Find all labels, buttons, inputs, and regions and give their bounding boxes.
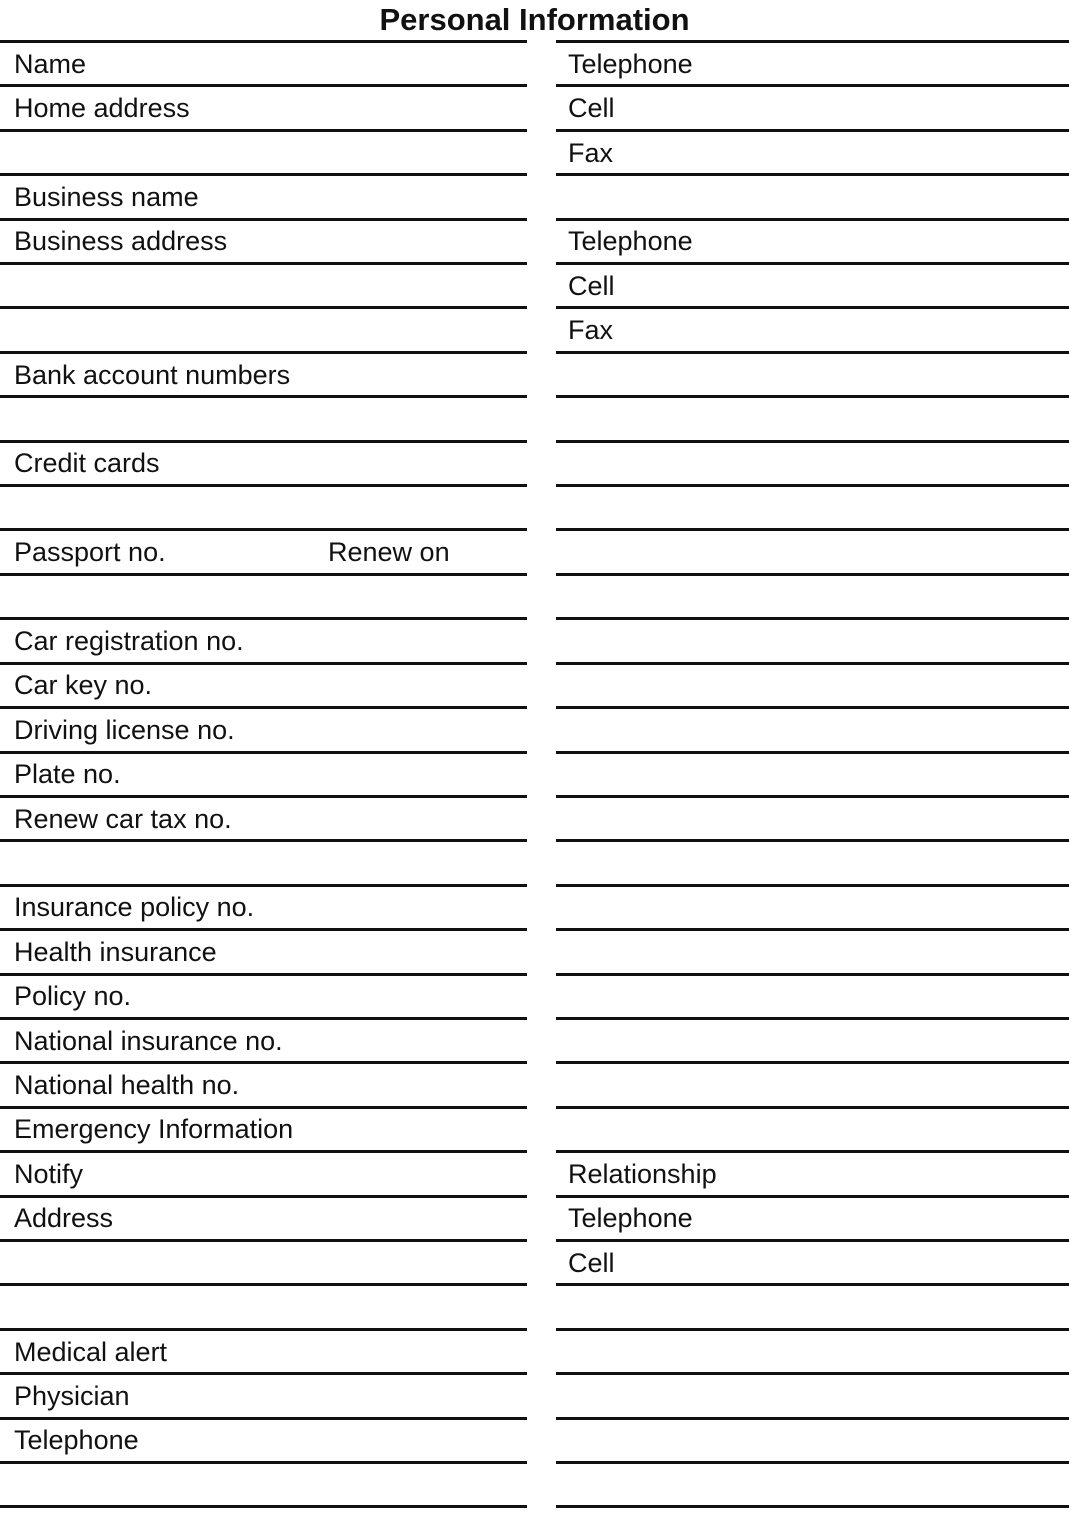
blank-fill-line <box>0 487 527 531</box>
blank-fill-line <box>0 1242 527 1286</box>
field-row-left-home-address <box>0 87 527 131</box>
blank-fill-line <box>556 1020 1069 1064</box>
blank-fill-line <box>0 576 527 620</box>
blank-fill-line <box>556 754 1069 798</box>
field-row-left-business-address <box>0 221 527 265</box>
field-label: Cell <box>568 93 615 124</box>
form-columns <box>0 40 1069 1508</box>
field-label: Telephone <box>568 48 693 79</box>
field-row-left-name <box>0 43 527 87</box>
field-label: Cell <box>568 1247 615 1278</box>
page-title: Personal Information <box>379 2 690 37</box>
field-label: Driving license no. <box>14 714 235 745</box>
field-label: Fax <box>568 315 614 346</box>
field-row-right-cell <box>556 265 1069 309</box>
field-row-left-insurance-policy-no <box>0 887 527 931</box>
blank-fill-line <box>556 709 1069 753</box>
left-column <box>0 40 527 1508</box>
blank-fill-line <box>556 443 1069 487</box>
field-label: Insurance policy no. <box>14 892 255 923</box>
blank-fill-line <box>556 931 1069 975</box>
field-row-left-bank-account-numbers <box>0 354 527 398</box>
field-label: Address <box>14 1203 114 1234</box>
field-label: Car key no. <box>14 670 153 701</box>
field-row-left-policy-no <box>0 976 527 1020</box>
field-label: Passport no. <box>14 537 166 568</box>
blank-fill-line <box>556 1375 1069 1419</box>
blank-fill-line <box>556 576 1069 620</box>
blank-fill-line <box>556 1064 1069 1108</box>
blank-fill-line <box>556 976 1069 1020</box>
blank-fill-line <box>556 620 1069 664</box>
field-row-left-plate-no <box>0 754 527 798</box>
blank-fill-line <box>0 132 527 176</box>
field-label: Bank account numbers <box>14 359 291 390</box>
field-row-left-emergency-information <box>0 1109 527 1153</box>
blank-fill-line <box>556 1109 1069 1153</box>
field-row-left-telephone <box>0 1420 527 1464</box>
blank-fill-line <box>0 309 527 353</box>
field-label: Business address <box>14 226 228 257</box>
blank-fill-line <box>556 1420 1069 1464</box>
field-label: Business name <box>14 181 199 212</box>
field-label: Cell <box>568 270 615 301</box>
field-row-right-fax <box>556 132 1069 176</box>
field-label: Home address <box>14 93 190 124</box>
field-label: Renew car tax no. <box>14 803 232 834</box>
field-label: Medical alert <box>14 1336 168 1367</box>
field-label-secondary: Renew on <box>328 537 450 568</box>
field-label: Name <box>14 48 87 79</box>
blank-fill-line <box>556 487 1069 531</box>
field-label: Telephone <box>568 226 693 257</box>
field-row-right-cell <box>556 87 1069 131</box>
blank-fill-line <box>0 1286 527 1330</box>
blank-fill-line <box>556 1464 1069 1508</box>
blank-fill-line <box>556 176 1069 220</box>
field-label: Emergency Information <box>14 1114 294 1145</box>
field-row-left-car-key-no <box>0 665 527 709</box>
field-label: Notify <box>14 1158 84 1189</box>
blank-fill-line <box>556 798 1069 842</box>
field-row-right-telephone <box>556 1198 1069 1242</box>
field-label: Telephone <box>14 1425 139 1456</box>
blank-fill-line <box>556 1331 1069 1375</box>
field-label: Policy no. <box>14 981 132 1012</box>
blank-fill-line <box>556 887 1069 931</box>
field-row-left-national-insurance-no <box>0 1020 527 1064</box>
field-row-left-health-insurance <box>0 931 527 975</box>
field-row-left-renew-car-tax-no <box>0 798 527 842</box>
blank-fill-line <box>556 398 1069 442</box>
blank-fill-line <box>556 354 1069 398</box>
field-row-left-medical-alert <box>0 1331 527 1375</box>
field-label: National health no. <box>14 1070 240 1101</box>
field-label: National insurance no. <box>14 1025 283 1056</box>
field-label: Credit cards <box>14 448 160 479</box>
field-row-right-cell <box>556 1242 1069 1286</box>
field-row-left-passport-no <box>0 531 527 575</box>
blank-fill-line <box>556 842 1069 886</box>
field-row-right-telephone <box>556 221 1069 265</box>
field-row-right-telephone <box>556 43 1069 87</box>
field-row-right-relationship <box>556 1153 1069 1197</box>
blank-fill-line <box>556 1286 1069 1330</box>
blank-fill-line <box>0 842 527 886</box>
field-label: Relationship <box>568 1158 717 1189</box>
blank-fill-line <box>0 398 527 442</box>
field-row-right-fax <box>556 309 1069 353</box>
field-row-left-car-registration-no <box>0 620 527 664</box>
blank-fill-line <box>556 531 1069 575</box>
field-row-left-business-name <box>0 176 527 220</box>
blank-fill-line <box>0 265 527 309</box>
field-row-left-credit-cards <box>0 443 527 487</box>
field-row-left-driving-license-no <box>0 709 527 753</box>
field-label: Physician <box>14 1380 130 1411</box>
field-label: Telephone <box>568 1203 693 1234</box>
field-row-left-address <box>0 1198 527 1242</box>
field-label: Plate no. <box>14 759 121 790</box>
field-row-left-notify <box>0 1153 527 1197</box>
field-row-left-national-health-no <box>0 1064 527 1108</box>
field-row-left-physician <box>0 1375 527 1419</box>
right-column <box>556 40 1069 1508</box>
field-label: Car registration no. <box>14 626 244 656</box>
blank-fill-line <box>0 1464 527 1508</box>
field-label: Health insurance <box>14 936 217 967</box>
blank-fill-line <box>556 665 1069 709</box>
field-label: Fax <box>568 137 614 168</box>
